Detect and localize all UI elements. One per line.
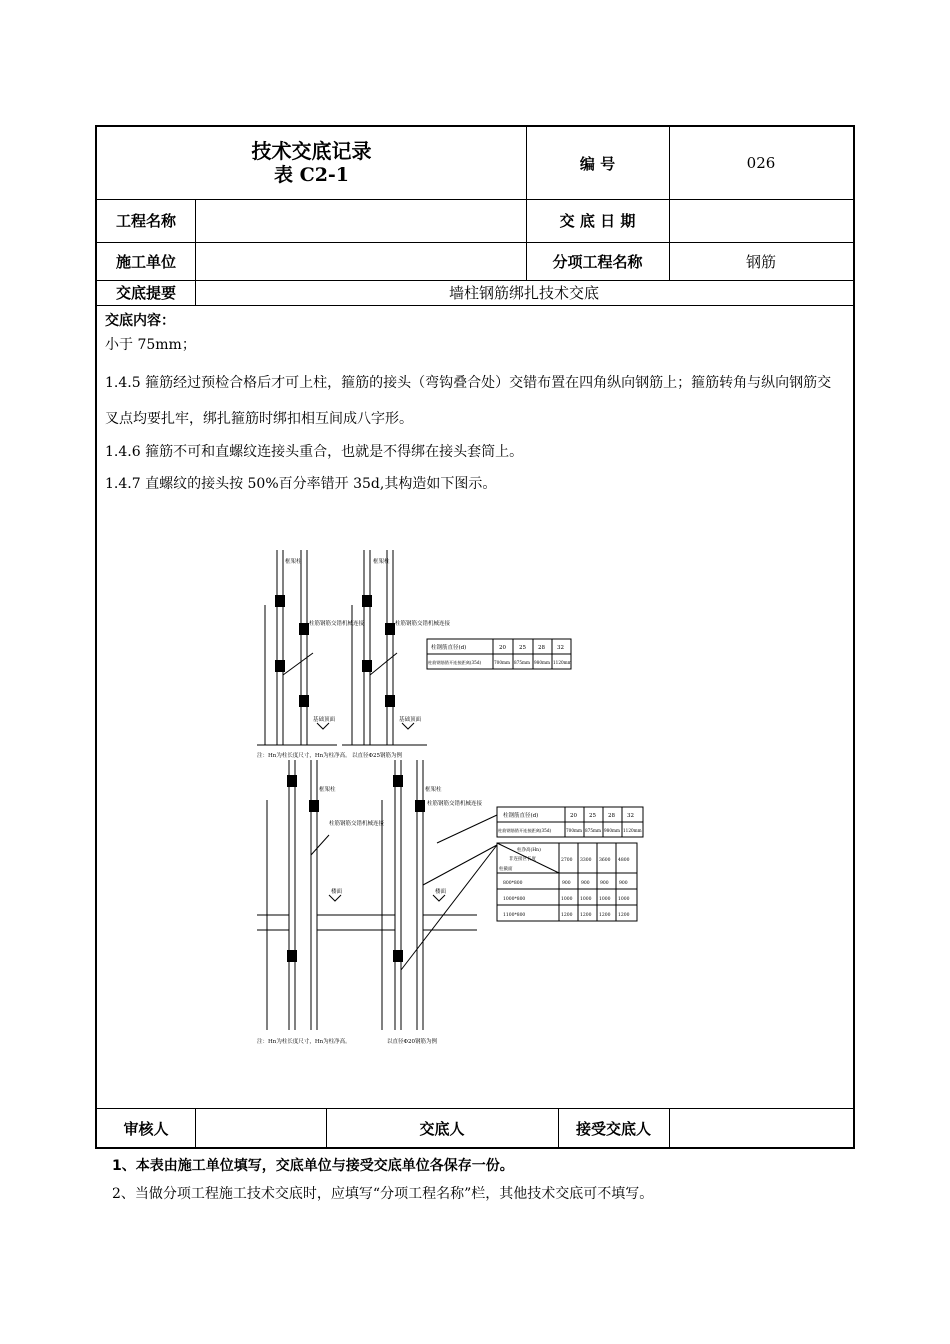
content-paragraph: 1.4.6 箍筋不可和直螺纹连接头重合，也就是不得绑在接头套筒上。 <box>105 444 524 460</box>
lower-left-floor: 楼面 <box>331 889 343 895</box>
lower-table2-cell: 900 <box>619 881 628 886</box>
receiver-label: 接受交底人 <box>575 1120 651 1138</box>
reviewer-value[interactable] <box>195 1108 326 1149</box>
number-label: 编 号 <box>579 154 616 173</box>
summary-value[interactable]: 墙柱钢筋绑扎技术交底 <box>448 284 599 302</box>
lower-table1-cell: 1120mm <box>623 828 642 833</box>
lower-table2-cell: 1200 <box>618 913 630 918</box>
upper-table-cell: 875mm <box>514 660 530 665</box>
lower-table2-col: 4800 <box>618 858 630 863</box>
lower-left-column-label: 框架柱 <box>319 787 336 793</box>
upper-right-caption: 以直径Φ25钢筋为例 <box>352 753 403 759</box>
upper-table-header: 28 <box>538 645 545 651</box>
lower-left-note: 柱筋钢筋交错机械连接 <box>329 821 385 827</box>
lower-left-caption: 注：Hn为柱长度尺寸，Hn为柱净高。 <box>257 1039 351 1045</box>
upper-right-base: 基础顶面 <box>399 717 422 723</box>
lower-table2-col: 2700 <box>561 858 573 863</box>
column-splice-diagram <box>247 545 667 1045</box>
lower-table1-header: 20 <box>570 813 577 819</box>
upper-left-base: 基础顶面 <box>313 717 336 723</box>
upper-left-note: 柱筋钢筋交错机械连接 <box>309 621 365 627</box>
lower-right-column-label: 框架柱 <box>425 787 442 793</box>
lower-table1-header: 32 <box>627 813 634 819</box>
subproject-value[interactable]: 钢筋 <box>745 252 776 271</box>
lower-table2-cell: 1000 <box>599 897 611 902</box>
lower-table2-cell: 1000 <box>618 897 630 902</box>
upper-table-header: 柱钢筋直径(d) <box>431 645 467 651</box>
reviewer-label: 审核人 <box>123 1120 169 1138</box>
lower-right-floor: 楼面 <box>435 889 447 895</box>
lower-table2-cell: 1200 <box>580 913 592 918</box>
lower-table2-cell: 900 <box>600 881 609 886</box>
project-name-value[interactable] <box>195 199 526 242</box>
content-paragraph: 1.4.5 箍筋经过预检合格后才可上柱，箍筋的接头（弯钩叠合处）交错布置在四角纵向钢筋上；箍筋转角与纵向钢筋交叉点均要扎牢，绑扎箍筋时绑扣相互间成八字形。 <box>105 375 832 427</box>
upper-table-cell: 980mm <box>534 660 550 665</box>
lower-table2-cell: 900 <box>581 881 590 886</box>
date-value[interactable] <box>669 199 853 242</box>
lower-table2-cell: 1000*800 <box>503 897 526 902</box>
content-paragraph: 小于 75mm； <box>105 337 196 353</box>
upper-table-header: 25 <box>519 645 526 651</box>
upper-right-note: 柱筋钢筋交错机械连接 <box>395 621 451 627</box>
lower-table2-cell: 1200 <box>561 913 573 918</box>
receiver-value[interactable] <box>669 1108 853 1149</box>
lower-table1-header: 柱钢筋直径(d) <box>503 813 539 819</box>
lower-table2-cell: 1100*800 <box>503 913 526 918</box>
project-name-label: 工程名称 <box>115 212 176 230</box>
disclosure-form <box>95 125 855 1149</box>
summary-label: 交底提要 <box>115 284 176 302</box>
upper-left-caption: 注：Hn为柱长度尺寸，Hn为柱净高。 <box>257 753 351 759</box>
lower-table2-corner: 非连接区长度 <box>509 857 536 862</box>
note-1: 1、本表由施工单位填写，交底单位与接受交底单位各保存一份。 <box>112 1158 514 1174</box>
lower-right-note: 柱筋钢筋交错机械连接 <box>427 801 483 807</box>
content-label: 交底内容： <box>105 313 175 329</box>
lower-table2-cell: 800*800 <box>503 881 523 886</box>
upper-table-header: 32 <box>557 645 564 651</box>
discloser-label: 交底人 <box>419 1120 465 1138</box>
content-paragraph: 1.4.7 直螺纹的接头按 50%百分率错开 35d,其构造如下图示。 <box>105 476 497 492</box>
lower-table1-cell: 700mm <box>566 828 582 833</box>
lower-table1-header: 28 <box>608 813 615 819</box>
lower-table1-cell: 875mm <box>585 828 601 833</box>
contractor-label: 施工单位 <box>115 252 176 271</box>
date-label: 交 底 日 期 <box>559 212 636 230</box>
lower-table2-cell: 1000 <box>561 897 573 902</box>
upper-table-cell: 1120mm <box>553 660 572 665</box>
number-value[interactable]: 026 <box>746 154 776 172</box>
upper-right-column-label: 框架柱 <box>373 559 390 565</box>
row-divider <box>97 305 853 306</box>
subproject-label: 分项工程名称 <box>552 252 643 271</box>
lower-right-caption: 以直径Φ20钢筋为例 <box>387 1039 438 1045</box>
contractor-value[interactable] <box>195 242 526 280</box>
upper-table-cell: 700mm <box>494 660 510 665</box>
upper-left-column-label: 框架柱 <box>285 559 302 565</box>
form-title-code: 表 C2-1 <box>273 164 350 186</box>
note-2: 2、当做分项工程施工技术交底时，应填写“分项工程名称”栏，其他技术交底可不填写。 <box>112 1186 654 1202</box>
lower-table2-cell: 1200 <box>599 913 611 918</box>
lower-table1-header: 25 <box>589 813 596 819</box>
lower-table2-col: 3600 <box>599 858 611 863</box>
lower-table2-col: 3300 <box>580 858 592 863</box>
form-notes <box>112 1152 653 1208</box>
lower-table2-corner: 柱截面 <box>499 867 513 872</box>
upper-table-cell: 柱筋钢筋错开连接距离(35d) <box>428 660 482 665</box>
form-title-main: 技术交底记录 <box>251 139 372 163</box>
lower-table1-cell: 柱筋钢筋错开连接距离(35d) <box>498 828 552 833</box>
lower-table1-cell: 980mm <box>604 828 620 833</box>
lower-table2-cell: 1000 <box>580 897 592 902</box>
upper-table-header: 20 <box>499 645 506 651</box>
form-title <box>97 127 526 199</box>
lower-table2-cell: 900 <box>562 881 571 886</box>
disclosure-content <box>105 309 845 501</box>
lower-table2-corner: 柱净高(Hn) <box>517 848 541 853</box>
